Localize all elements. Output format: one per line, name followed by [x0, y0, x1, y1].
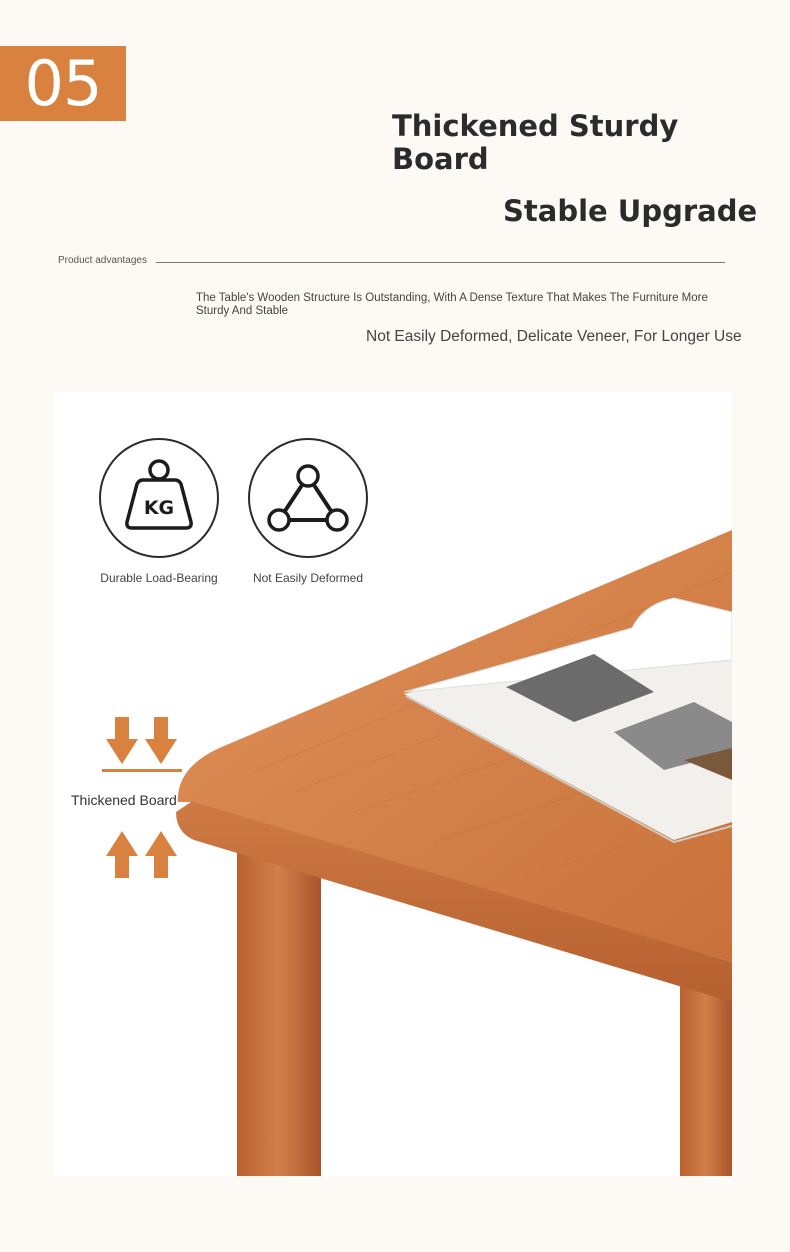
feature-circle	[248, 438, 368, 558]
feature-not-deformed	[248, 438, 368, 585]
feature-circle	[99, 438, 219, 558]
table-leg-front	[237, 832, 321, 1176]
description-secondary: Not Easily Deformed, Delicate Veneer, For Longer Use	[366, 328, 742, 345]
section-number-badge: 05	[0, 46, 126, 121]
kg-text: KG	[143, 497, 175, 519]
advantages-label: Product advantages	[58, 255, 147, 266]
thickened-board-label: Thickened Board	[71, 792, 177, 808]
weight-kg-icon	[121, 458, 197, 538]
triangle-nodes-icon	[263, 458, 353, 538]
feature-label-load-bearing: Durable Load-Bearing	[100, 571, 218, 585]
description-text: The Table's Wooden Structure Is Outstanding, With A Dense Texture That Makes The Furniture More Sturdy And Stable	[196, 292, 708, 317]
table-leg-back	[680, 982, 732, 1176]
feature-load-bearing	[99, 438, 219, 585]
page-title: Thickened Sturdy Board	[392, 109, 679, 176]
feature-label-not-deformed: Not Easily Deformed	[252, 571, 364, 585]
page-subtitle: Stable Upgrade	[503, 194, 758, 228]
divider-line	[156, 262, 725, 263]
